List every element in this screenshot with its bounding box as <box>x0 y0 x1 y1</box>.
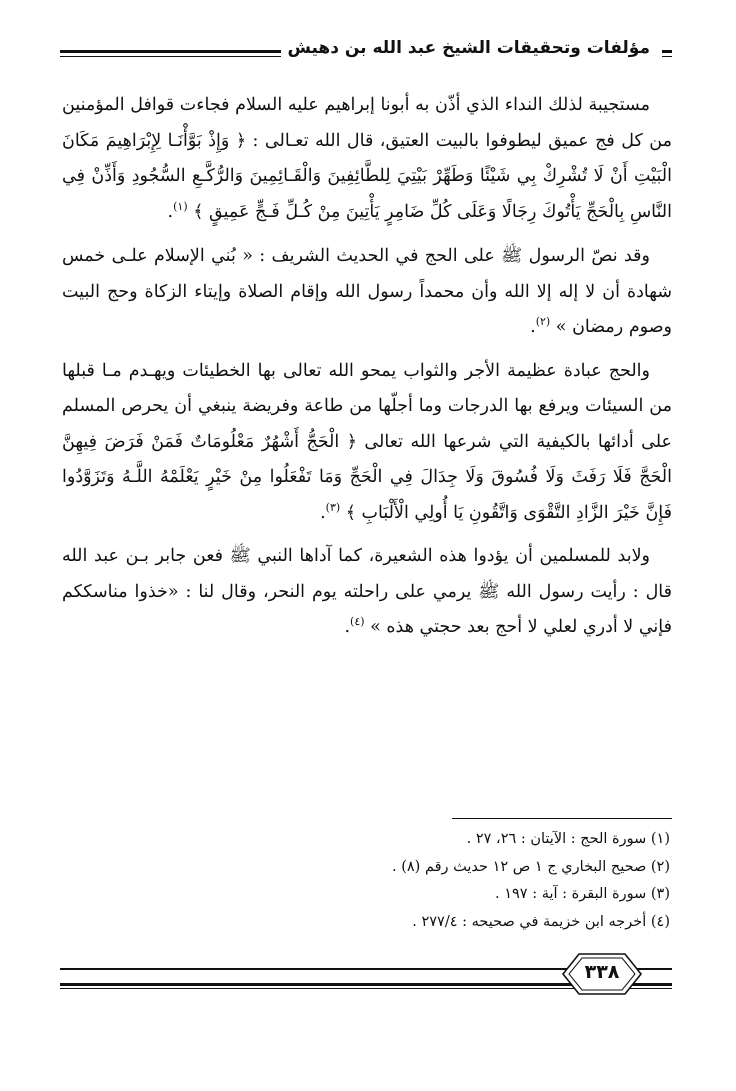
header-title: مؤلفات وتحقيقات الشيخ عبد الله بن دهيش <box>281 38 656 58</box>
footnote-separator <box>452 818 672 819</box>
page-number-badge <box>561 952 643 996</box>
main-text <box>62 88 672 654</box>
paragraph-end: . <box>344 617 351 637</box>
paragraph-end: . <box>167 201 174 222</box>
footnote-ref-3: (٣) <box>325 500 341 514</box>
paragraph-3 <box>62 354 672 532</box>
page-number: ٣٣٨ <box>584 961 620 983</box>
running-header <box>60 38 672 66</box>
paragraph-2 <box>62 239 672 346</box>
paragraph-text: مستجيبة لذلك النداء الذي أذّن به أبونا إبراهيم عليه السلام فجاءت قوافل المؤمنين من كل فج عميق ليطوفوا بالبيت العتيق، قال الله تعـالى : ﴿ وَإِذْ بَوَّأْنَـا لِإِبْرَاهِيمَ مَكَانَ الْبَيْتِ أَنْ لَا تُشْرِكْ بِي شَيْئًا وَطَهِّرْ بَيْتِيَ لِلطَّائِفِينَ وَالْقَـائِمِينَ وَالرُّكَّـعِ السُّجُودِ وَأَذِّنْ فِي النَّاسِ بِالْحَجِّ يَأْتُوكَ رِجَالًا وَعَلَى كُلِّ ضَامِرٍ يَأْتِينَ مِنْ كُـلِّ فَـجٍّ عَمِيقٍ ﴾ <box>62 95 672 222</box>
footnote-ref-1: (١) <box>173 199 188 213</box>
paragraph-text: والحج عبادة عظيمة الأجر والثواب يمحو الله تعالى بها الخطيئات ويهـدم مـا قبلها من السيئات ويرفع بها الدرجات وما أجلّها من طاعة وفريضة ينبغي أن يحرص المسلم على أدائها بالكيفية التي شرعها الله تعالى ﴿ الْحَجُّ أَشْهُرٌ مَعْلُومَاتٌ فَمَنْ فَرَضَ فِيهِنَّ الْحَجَّ فَلَا رَفَثَ وَلَا فُسُوقَ وَلَا جِدَالَ فِي الْحَجِّ وَمَا تَفْعَلُوا مِنْ خَيْرٍ يَعْلَمْهُ اللَّـهُ وَتَزَوَّدُوا فَإِنَّ خَيْرَ الزَّادِ التَّقْوَى وَاتَّقُونِ يَا أُولِي الْأَلْبَابِ ﴾ <box>62 360 672 523</box>
footnote-ref-4: (٤) <box>350 615 365 629</box>
footnote-ref-2: (٢) <box>535 315 551 329</box>
paragraph-end: . <box>320 502 326 523</box>
footnote-3: (٣) سورة البقرة : آية : ١٩٧ . <box>495 886 670 902</box>
paragraph-end: . <box>530 317 536 337</box>
paragraph-1 <box>62 88 672 230</box>
footnote-1: (١) سورة الحج : الآيتان : ٢٦، ٢٧ . <box>466 831 670 847</box>
header-rule-end <box>662 50 672 57</box>
footnotes <box>250 826 670 936</box>
paragraph-4 <box>62 539 672 646</box>
paragraph-text: وقد نصّ الرسول ﷺ على الحج في الحديث الشريف : « بُني الإسلام علـى خمس شهادة أن لا إله إلا الله وأن محمداً رسول الله وإقام الصلاة وإيتاء الزكاة وحج البيت وصوم رمضان » <box>62 246 672 337</box>
paragraph-text: ولابد للمسلمين أن يؤدوا هذه الشعيرة، كما آداها النبي ﷺ فعن جابر بـن عبد الله قال : رأيت رسول الله ﷺ يرمي على راحلته يوم النحر، وقال لنا : «خذوا مناسككم فإني لا أدري لعلي لا أحج بعد حجتي هذه » <box>62 546 672 637</box>
footnote-4: (٤) أخرجه ابن خزيمة في صحيحه : ٢٧٧/٤ . <box>412 913 670 930</box>
footnote-2: (٢) صحيح البخاري ج ١ ص ١٢ حديث رقم (٨) . <box>391 858 670 875</box>
